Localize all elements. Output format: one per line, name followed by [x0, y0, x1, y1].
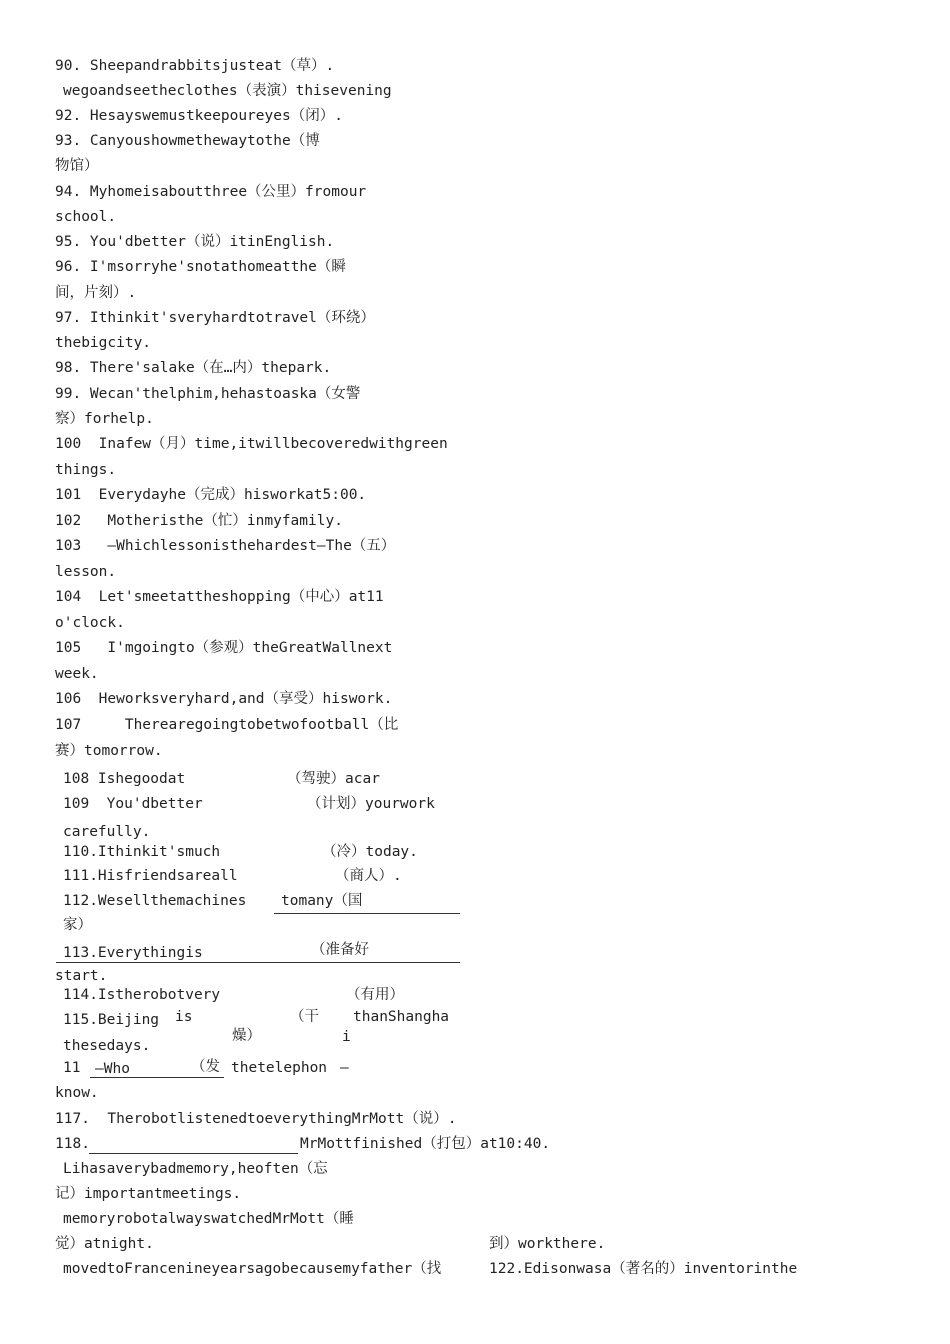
- line-104: 104 Let'smeetattheshopping（中心）at11: [55, 589, 384, 605]
- line-120: memoryrobotalwayswatchedMrMott（睡: [63, 1211, 354, 1227]
- line-111: 111.Hisfriendsareall: [63, 868, 238, 884]
- line-116-dash: —: [340, 1060, 349, 1076]
- line-93: 93. Canyoushowmethewaytothe（博: [55, 133, 320, 149]
- line-109: 109 You'dbetter: [63, 796, 203, 812]
- answer-line-113: [56, 962, 460, 963]
- line-122: 122.Edisonwasa（著名的）inventorinthe: [489, 1261, 798, 1277]
- line-119: Lihasaverybadmemory,heoften（忘: [63, 1161, 328, 1177]
- answer-line-116: [90, 1077, 224, 1078]
- line-118-rest: MrMottfinished（打包）at10:40.: [300, 1136, 551, 1152]
- line-116-hint: （发: [191, 1059, 220, 1075]
- line-105-cont: week.: [55, 666, 99, 682]
- line-115-hint: （干: [290, 1009, 319, 1025]
- line-109-hint: （计划）yourwork: [307, 796, 435, 812]
- line-103: 103 —Whichlessonisthehardest—The（五）: [55, 538, 396, 554]
- line-121: movedtoFrancenineyearsagobecausemyfather（找: [63, 1261, 442, 1277]
- line-114-hint: （有用）: [346, 987, 404, 1003]
- line-102: 102 Motheristhe（忙）inmyfamily.: [55, 513, 343, 529]
- line-109-cont: carefully.: [63, 824, 151, 840]
- line-116: 11: [63, 1060, 81, 1076]
- line-98: 98. There'salake（在…内）thepark.: [55, 360, 332, 376]
- line-113-hint: （准备好: [311, 942, 369, 958]
- line-113: 113.Everythingis: [63, 945, 203, 961]
- line-112: 112.Wesellthemachines: [63, 893, 247, 909]
- line-116-rest: thetelephon: [231, 1060, 328, 1076]
- line-108-hint: （驾驶）acar: [287, 771, 380, 787]
- line-105: 105 I'mgoingto（参观）theGreatWallnext: [55, 640, 393, 656]
- line-115: 115.Beijing: [63, 1012, 160, 1028]
- line-117: 117. TherobotlistenedtoeverythingMrMott（说）.: [55, 1111, 457, 1127]
- line-93-cont: 物馆）: [55, 158, 99, 174]
- line-112-hint: tomany（国: [281, 893, 363, 909]
- line-113-cont: start.: [55, 968, 108, 984]
- line-94-cont: school.: [55, 209, 117, 225]
- line-118: 118.: [55, 1136, 90, 1152]
- line-115-is: is: [175, 1009, 193, 1025]
- line-114: 114.Istherobotvery: [63, 987, 221, 1003]
- line-97-cont: thebigcity.: [55, 335, 152, 351]
- line-115-cont: thesedays.: [63, 1038, 151, 1054]
- line-120-cont: 觉）atnight.: [55, 1236, 154, 1252]
- line-100-cont: things.: [55, 462, 117, 478]
- line-103-cont: lesson.: [55, 564, 117, 580]
- line-97: 97. Ithinkit'sveryhardtotravel（环绕）: [55, 310, 375, 326]
- answer-line-112: [274, 913, 460, 914]
- line-100: 100 Inafew（月）time,itwillbecoveredwithgreen: [55, 436, 448, 452]
- line-96: 96. I'msorryhe'snotathomeatthe（瞬: [55, 259, 346, 275]
- line-108: 108 Ishegoodat: [63, 771, 186, 787]
- line-99-cont: 察）forhelp.: [55, 411, 154, 427]
- line-90: 90. Sheepandrabbitsjusteat（草）.: [55, 58, 335, 74]
- line-115-rest: thanShangha: [353, 1009, 450, 1025]
- line-116-cont: know.: [55, 1085, 99, 1101]
- line-107: 107 Therearegoingtobetwofootball（比: [55, 717, 399, 733]
- line-94: 94. Myhomeisaboutthree（公里）fromour: [55, 184, 367, 200]
- line-92: 92. Hesayswemustkeepoureyes（闭）.: [55, 108, 343, 124]
- line-96-cont: 间，片刻）.: [55, 285, 137, 301]
- line-119-cont: 记）importantmeetings.: [55, 1186, 242, 1202]
- line-95: 95. You'dbetter（说）itinEnglish.: [55, 234, 335, 250]
- line-121-right: 到）workthere.: [489, 1236, 606, 1252]
- line-110-hint: （冷）today.: [322, 844, 418, 860]
- line-110: 110.Ithinkit'smuch: [63, 844, 221, 860]
- line-107-cont: 赛）tomorrow.: [55, 743, 163, 759]
- line-101: 101 Everydayhe（完成）hisworkat5:00.: [55, 487, 367, 503]
- line-112-cont: 家）: [63, 917, 92, 933]
- line-91: wegoandseetheclothes（表演）thisevening: [63, 83, 392, 99]
- line-104-cont: o'clock.: [55, 615, 125, 631]
- answer-line-118: [89, 1153, 298, 1154]
- line-116-who: —Who: [95, 1061, 130, 1077]
- line-115-hint-cont: 燥）: [232, 1028, 261, 1044]
- line-115-rest-cont: i: [342, 1029, 351, 1045]
- line-111-hint: （商人）.: [335, 868, 402, 884]
- line-99: 99. Wecan'thelphim,hehastoaska（女警: [55, 386, 361, 402]
- line-106: 106 Heworksveryhard,and（享受）hiswork.: [55, 691, 393, 707]
